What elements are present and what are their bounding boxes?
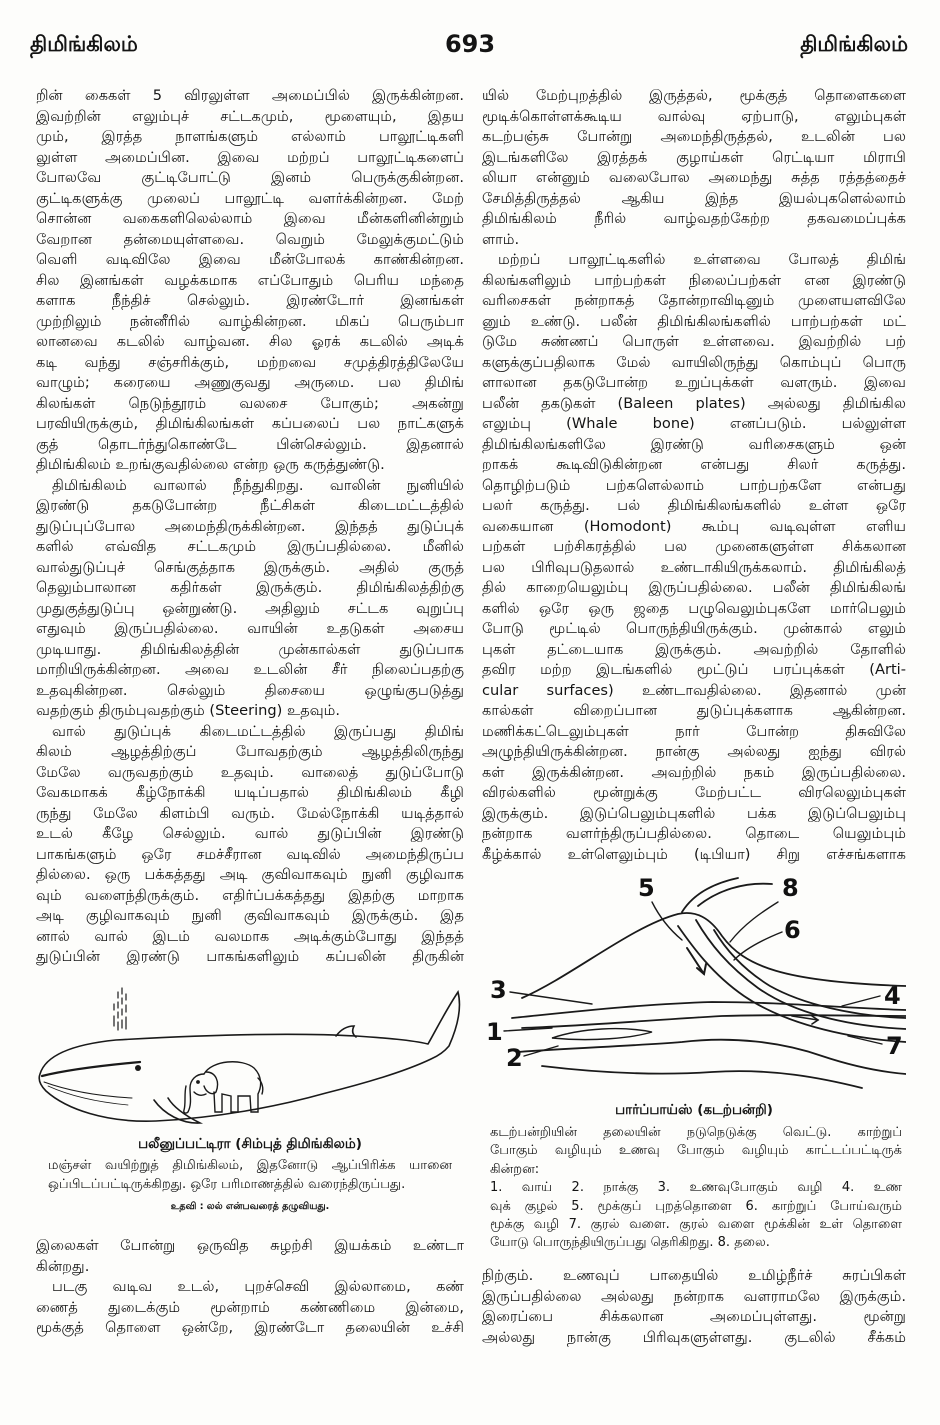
text-line: கள் இருக்கின்றன. அவற்றில் நகம் இருப்பதில்லை. [482, 763, 906, 781]
text-line: கிலங்கள் நெடுந்தூரம் வலசை போகும்; அகன்று [36, 394, 464, 412]
caption-line: வுக் குழல் 5. மூக்குப் புறத்தொளை 6. காற்றுப் போய்வரும் [490, 1198, 902, 1214]
text-line: முற்றிலும் நன்னீரில் வாழ்கின்றன. மிகப் பெரும்பா [36, 312, 464, 330]
text-line: கின்றது. [36, 1257, 90, 1275]
text-line: அழுந்தியிருக்கின்றன. நான்கு அல்லது ஐந்து விரல் [482, 743, 906, 760]
text-line: திமிங்கிலம் வாலால் நீந்துகிறது. வாலின் நுனியில் [52, 476, 464, 494]
text-line: லானவை கடலில் வாழ்வன. சில ஓரக் கடலில் அடிக் [36, 333, 464, 350]
text-line: ளாம். [482, 230, 520, 248]
text-line: வால்துடுப்புச் செங்குத்தாக இருக்கும். அதில் குருத் [36, 558, 464, 576]
text-line: இடங்களிலே இரத்தக் குழாய்கள் ரெட்டியா மிராபி [482, 148, 906, 166]
text-line: னால் வால் இடம் வலமாக அடிக்கும்போது இந்தத் [36, 927, 464, 945]
text-line: வும் வளைந்திருக்கும். எதிர்ப்பக்கத்தது இதற்கு மாறாக [36, 886, 464, 904]
text-line: பலர் கருத்து. பல் திமிங்கிலங்களில் உள்ள ஒரே [482, 497, 906, 514]
caption-line: கின்றன: [490, 1161, 540, 1177]
diagram-label-4: 4 [884, 982, 901, 1010]
text-line: வேறான தன்மையுள்ளவை. வெறும் மேலுக்குமட்டும் [36, 230, 464, 248]
figure-credit: உதவி : லல் என்பவரைத் தழுவியது. [170, 1201, 330, 1212]
text-line: லுள்ள அமைப்பின. இவை மற்றப் பாலூட்டிகளைப் [36, 148, 464, 166]
paragraph [36, 1277, 464, 1339]
text-line: சேமித்திருத்தல் ஆகிய இந்த இயல்புகளெல்லாம் [482, 189, 906, 207]
text-line: ணைத் துடைக்கும் மூன்றாம் கண்ணிமை இன்மை, [36, 1298, 464, 1316]
text-line: இரைப்பை சிக்கலான அமைப்புள்ளது. மூன்று [482, 1308, 906, 1325]
text-line: வால் துடுப்புக் கிடைமட்டத்தில் இருப்பது திமிங் [52, 722, 464, 740]
text-line: மூடிக்கொள்ளக்கூடிய வால்வு ஏற்பாடு, எலும்புகள் [482, 107, 906, 125]
caption-line: யோடு பொருந்தியிருப்பது தெரிகிறது. 8. தலை. [490, 1235, 770, 1251]
text-line: வரிசைகள் நன்றாகத் தோன்றாவிடினும் முளையளவிலே [482, 292, 906, 309]
caption-line: கடற்பன்றியின் தலையின் நடுநெடுக்கு வெட்டு. காற்றுப் [490, 1125, 902, 1140]
porpoise-drawing [482, 866, 906, 1094]
text-line: விரல்களில் மூன்றுக்கு மேற்பட்ட விரலெலும்புகள் [482, 784, 906, 801]
caption-line: போகும் வழியும் உணவு போகும் வழியும் காட்டப்பட்டிருக் [490, 1143, 902, 1159]
page-number: 693 [444, 30, 496, 58]
text-line: படகு வடிவ உடல், புறச்செவி இல்லாமை, கண் [52, 1278, 464, 1295]
caption-line: மஞ்சள் வயிற்றுத் திமிங்கிலம், இதனோடு ஆப்பிரிக்க யானை [48, 1158, 452, 1173]
text-line: கடி வந்து சஞ்சரிக்கும், மற்றவை சமுத்திரத்திலேயே [36, 353, 464, 371]
text-line: சில இனங்கள் வழக்கமாக எப்போதும் பெரிய மந்தை [36, 271, 464, 289]
text-line: பல பிரிவுபடுதலால் உண்டாகியிருக்கலாம். திமிங்கிலத் [482, 558, 906, 576]
whale-figure-caption-title: பலீனுப்பட்டிரா (சிம்புத் திமிங்கிலம்) [138, 1136, 362, 1152]
porpoise-head-diagram [482, 866, 906, 1094]
text-line: உதவுகின்றன. செல்லும் திசையை ஒழுங்குபடுத்து [36, 681, 464, 699]
text-line: எதுவும் இருப்பதில்லை. வாயின் உதடுகள் அசைய [36, 620, 464, 637]
whale-drawing [36, 982, 464, 1134]
text-line: மேலே வருவதற்கும் உதவும். வாலைத் துடுப்போடு [36, 763, 464, 781]
text-line: வேகமாகக் கீழ்நோக்கி யடிப்பதால் திமிங்கிலம் கீழி [36, 784, 464, 801]
text-line: குத் தொடர்ந்துகொண்டே பின்செல்லும். இதனால் [36, 435, 464, 453]
text-line: அல்லது நான்கு பிரிவுகளுள்ளது. குடலில் சீக்கம் [482, 1328, 906, 1346]
right-column-upper-text [482, 86, 906, 865]
text-line: ருந்து மேலே கிளம்பி வரும். மேல்நோக்கி யடித்தால் [36, 804, 464, 822]
left-column-upper-text [36, 86, 464, 968]
diagram-label-3: 3 [490, 976, 507, 1004]
text-line: கீழ்க்கால் உள்ளெலும்பும் (டிபியா) சிறு எச்சங்களாக [482, 845, 906, 863]
text-line: அடி குழிவாகவும் நுனி குவிவாகவும் இருக்கும். இத [36, 907, 464, 924]
text-line: களில் ஒரே ஒரு ஜதை பழுவெலும்புகளே மார்பெலும் [482, 599, 906, 617]
text-line: cular surfaces) உண்டாவதில்லை. இதனால் முன் [482, 681, 906, 699]
text-line: னும் உண்டு. பலீன் திமிங்கிலங்களில் பாற்பற்கள் மட் [482, 312, 906, 330]
text-line: சொன்ன வகைகளிலெல்லாம் இவை மீன்களினின்றும் [36, 210, 464, 227]
porpoise-figure-caption-title: பார்ப்பாய்ஸ் (கடற்பன்றி) [615, 1102, 773, 1118]
text-line: தவிர மற்ற இடங்களில் மூட்டுப் பரப்புக்கள் (Arti- [482, 661, 906, 678]
text-line: களாக நீந்திச் செல்லும். இரண்டோர் இனங்கள் [36, 292, 464, 309]
paragraph [482, 86, 906, 250]
diagram-label-1: 1 [486, 1018, 503, 1046]
text-line: ளாலான தகடுபோன்ற உறுப்புக்கள் வளரும். இவை [482, 374, 906, 391]
elephant-figure [184, 1062, 263, 1113]
whale-figure-caption [48, 1156, 452, 1194]
text-line: போலவே குட்டிபோட்டு இனம் பெருக்குகின்றன. [36, 169, 464, 186]
porpoise-figure-caption [490, 1124, 902, 1253]
text-line: முதுகுத்துடுப்பு ஒன்றுண்டு. அதிலும் சட்டக வுறுப்பு [36, 599, 464, 617]
caption-line: 1. வாய் 2. நாக்கு 3. உணவுபோகும் வழி 4. உண [490, 1180, 902, 1196]
text-line: நிற்கும். உணவுப் பாதையில் உமிழ்நீர்ச் சுரப்பிகள் [482, 1267, 906, 1284]
text-line: லியா என்னும் வலைபோல அமைந்து சுத்த ரத்தத்தைச் [482, 169, 906, 186]
text-line: கிலம் ஆழத்திற்குப் போவதற்கும் ஆழத்திலிருந்து [36, 743, 464, 760]
paragraph [482, 250, 906, 865]
text-line: யில் மேற்புறத்தில் இருத்தல், மூக்குத் தொளைகளை [482, 87, 906, 104]
whale-spout [114, 988, 126, 1030]
text-line: குட்டிகளுக்கு முலைப் பாலூட்டி வளர்க்கின்றன. மேற் [36, 189, 464, 207]
text-line: தெலும்பாலான கதிர்கள் இருக்கும். திமிங்கிலத்திற்கு [36, 579, 464, 596]
whale-illustration [36, 982, 464, 1134]
diagram-label-7: 7 [886, 1032, 903, 1060]
text-line: திமிங்கிலங்களிலே இரண்டு வரிசைகளும் ஒன் [482, 435, 906, 453]
paragraph [36, 86, 464, 476]
text-line: இலைகள் போன்று ஒருவித சுழற்சி இயக்கம் உண்டா [36, 1237, 464, 1254]
text-line: துடுப்புப்போல அமைந்திருக்கின்றன. இந்தத் துடுப்புக் [36, 517, 464, 535]
paragraph [36, 476, 464, 722]
text-line: றாகக் கூடிவிடுகின்றன என்பது சிலர் கருத்து. [482, 456, 906, 473]
text-line: கிலங்களிலும் பாற்பற்கள் நிலைப்பற்கள் என இரண்டு [482, 271, 906, 289]
left-column-lower-text [36, 1236, 464, 1339]
text-line: வெளி வடிவிலே இவை மீன்போலக் காண்கின்றன. [36, 251, 464, 268]
text-line: களுக்குப்பதிலாக மேல் வாயிலிருந்து கொம்புப் பொரு [482, 353, 906, 371]
text-line: மணிக்கட்டெலும்புகள் நார் போன்ற திசுவிலே [482, 722, 906, 740]
diagram-label-2: 2 [506, 1044, 523, 1072]
caption-line: ஒப்பிடப்பட்டிருக்கிறது. ஒரே பரிமாணத்தில் வரைந்திருப்பது. [48, 1177, 406, 1192]
running-head-left: திமிங்கிலம் [30, 32, 138, 56]
text-line: போடு மூட்டில் பொருந்தியிருக்கும். முன்கால் எலும் [482, 620, 906, 637]
text-line: வதற்கும் திரும்புவதற்கும் (Steering) உதவும். [36, 702, 341, 719]
text-line: கால்கள் விறைப்பான துடுப்புக்களாக ஆகின்றன. [482, 702, 906, 719]
text-line: தில்லை. ஒரு பக்கத்தது அடி குவிவாகவும் நுனி குழிவாக [36, 866, 464, 883]
text-line: பரவியிருக்கும், திமிங்கிலங்கள் கப்பலைப் பல நாட்களுக் [36, 415, 464, 432]
text-line: தொழிற்படும் பற்களெல்லாம் பாற்பற்களே என்பது [482, 476, 906, 494]
text-line: திமிங்கிலம் நீரில் வாழ்வதற்கேற்ற தகவமைப்புக்க [482, 210, 906, 227]
caption-line: மூக்கு வழி 7. குரல் வளை. குரல் வளை மூக்கின் உள் தொளை [490, 1216, 902, 1232]
text-line: பலீன் தகடுகள் (Baleen plates) அல்லது திமிங்கில [482, 394, 906, 412]
text-line: இரண்டு தகடுபோன்ற நீட்சிகள் கிடைமட்டத்தில் [36, 497, 464, 514]
right-column-lower-text [482, 1266, 906, 1348]
diagram-label-6: 6 [784, 916, 801, 944]
text-line: இருப்பதில்லை அல்லது நன்றாக வளராமலே இருக்கும். [482, 1287, 906, 1305]
diagram-label-5: 5 [638, 874, 655, 902]
text-line: எலும்பு (Whale bone) எனப்படும். பல்லுள்ள [482, 415, 906, 432]
paragraph [36, 722, 464, 968]
text-line: வாழும்; கரையை அணுகுவது அருமை. பல திமிங் [36, 374, 464, 391]
text-line: டுமே சுண்ணப் பொருள் உள்ளவை. இவற்றில் பற் [482, 333, 906, 350]
text-line: இவற்றின் எலும்புச் சட்டகமும், மூளையும், இதய [36, 107, 464, 125]
text-line: பாகங்களும் ஒரே சமச்சீரான வடிவில் அமைந்திருப்ப [36, 845, 464, 863]
text-line: களில் எவ்வித சட்டகமும் இருப்பதில்லை. மீனில் [36, 538, 464, 555]
text-line: உடல் கீழே செல்லும். வால் துடுப்பின் இரண்டு [36, 825, 464, 842]
text-line: மாறியிருக்கின்றன. அவை உடலின் சீர் நிலைப்பதற்கு [36, 661, 464, 678]
running-head-right: திமிங்கிலம் [800, 32, 908, 56]
text-line: வகையான (Homodont) கூம்பு வடிவுள்ள எளிய [482, 517, 906, 535]
text-line: திமிங்கிலம் உறங்குவதில்லை என்ற ஒரு கருத்துண்டு. [36, 456, 385, 473]
text-line: பற்கள் பற்சிகரத்தில் பல முனைகளுள்ள சிக்கலான [482, 538, 906, 555]
text-line: மூக்குத் தொளை ஒன்றே, இரண்டோ தலையின் உச்சி [36, 1319, 464, 1336]
paragraph [36, 1236, 464, 1277]
text-line: தில் காறையெலும்பு இருப்பதில்லை. பலீன் திமிங்கிலங் [482, 579, 906, 596]
paragraph [482, 1266, 906, 1348]
text-line: இருக்கும். இடுப்பெலும்புகளில் பக்க இடுப்பெலும்பு [482, 804, 906, 822]
text-line: புகள் தட்டையாக இருக்கும். அவற்றில் தோளில் [482, 640, 906, 658]
text-line: கடற்பஞ்சு போன்று அமைந்திருத்தல், உடலின் பல [482, 128, 906, 145]
text-line: மற்றப் பாலூட்டிகளில் உள்ளவை போலத் திமிங் [498, 251, 906, 268]
text-line: றின் கைகள் 5 விரலுள்ள அமைப்பில் இருக்கின்றன. [36, 87, 464, 104]
text-line: முடியாது. திமிங்கிலத்தின் முன்கால்கள் துடுப்பாக [36, 640, 464, 658]
diagram-label-8: 8 [782, 874, 799, 902]
text-line: மும், இரத்த நாளங்களும் எல்லாம் பாலூட்டிகளி [36, 128, 464, 145]
text-line: துடுப்பின் இரண்டு பாகங்களிலும் கப்பலின் திருகின் [36, 948, 464, 965]
text-line: நன்றாக வளர்ந்திருப்பதில்லை. தொடை யெலும்பும் [482, 825, 906, 842]
